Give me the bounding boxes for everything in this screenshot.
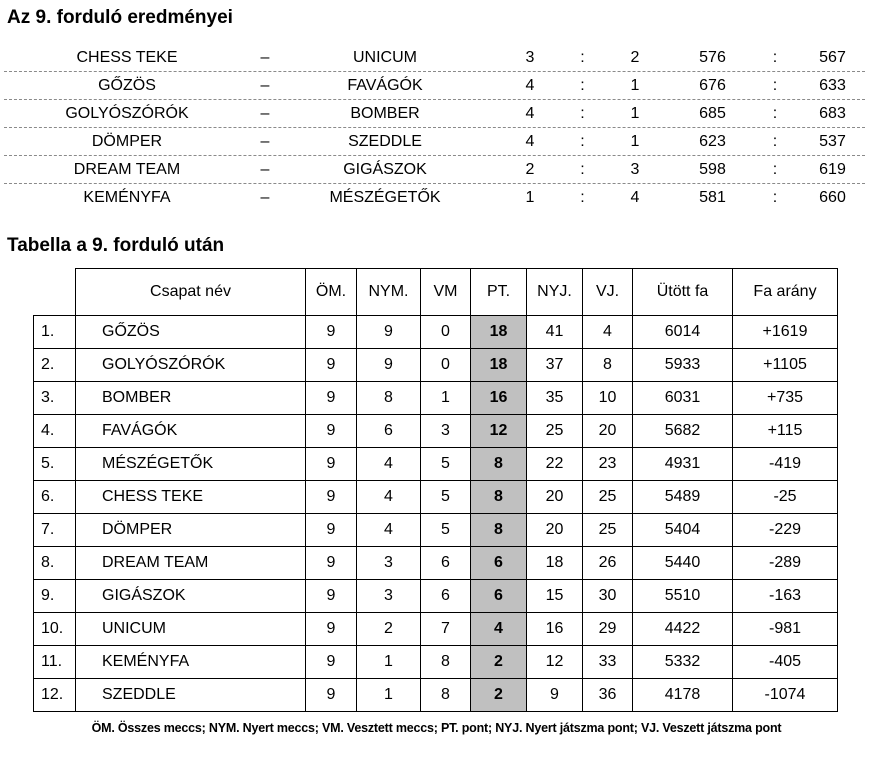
- nyj-cell: 9: [527, 679, 583, 712]
- vm-cell: 8: [421, 646, 471, 679]
- set-score-colon: :: [580, 189, 585, 206]
- away-set-points: 2: [630, 48, 640, 66]
- home-pinfall: 598: [699, 160, 726, 178]
- om-cell: 9: [306, 316, 357, 349]
- nym-cell: 6: [357, 415, 421, 448]
- dash-separator: –: [260, 104, 270, 122]
- away-team-name: SZEDDLE: [348, 132, 422, 150]
- home-pinfall: 581: [699, 189, 726, 206]
- away-pinfall: 683: [819, 104, 846, 122]
- pt-cell: 2: [471, 646, 527, 679]
- nym-cell: 4: [357, 481, 421, 514]
- fa-arany-cell: -419: [733, 448, 838, 481]
- rank-cell: 1.: [34, 316, 76, 349]
- nyj-cell: 15: [527, 580, 583, 613]
- vj-cell: 25: [583, 481, 633, 514]
- home-set-points: 4: [525, 104, 535, 122]
- team-name-cell: DÖMPER: [76, 514, 306, 547]
- pt-cell: 6: [471, 547, 527, 580]
- om-cell: 9: [306, 481, 357, 514]
- away-team-name: GIGÁSZOK: [343, 160, 427, 178]
- pt-cell: 16: [471, 382, 527, 415]
- pinfall-colon: :: [772, 76, 778, 94]
- nyj-cell: 35: [527, 382, 583, 415]
- header-pt: PT.: [471, 269, 527, 316]
- vm-cell: 5: [421, 514, 471, 547]
- om-cell: 9: [306, 415, 357, 448]
- vj-cell: 10: [583, 382, 633, 415]
- table-row: [34, 613, 838, 646]
- home-team-name: DREAM TEAM: [73, 160, 181, 178]
- home-set-points: 4: [525, 76, 535, 94]
- results-title: Az 9. forduló eredményei: [7, 7, 233, 28]
- header-nyj: NYJ.: [527, 269, 583, 316]
- om-cell: 9: [306, 448, 357, 481]
- standings-table-header: [34, 269, 838, 316]
- result-row: [4, 72, 865, 100]
- nym-cell: 2: [357, 613, 421, 646]
- pinfall-colon: :: [772, 132, 778, 150]
- nym-cell: 3: [357, 580, 421, 613]
- rank-cell: 6.: [34, 481, 76, 514]
- away-pinfall: 633: [819, 76, 846, 94]
- vj-cell: 36: [583, 679, 633, 712]
- table-row: [34, 448, 838, 481]
- om-cell: 9: [306, 679, 357, 712]
- rank-cell: 12.: [34, 679, 76, 712]
- utott-fa-cell: 5933: [633, 349, 733, 382]
- results-list: [4, 44, 865, 212]
- vj-cell: 33: [583, 646, 633, 679]
- utott-fa-cell: 5440: [633, 547, 733, 580]
- away-team-name: FAVÁGÓK: [347, 76, 423, 94]
- pt-cell: 6: [471, 580, 527, 613]
- corner-blank-cell: [34, 269, 76, 316]
- vm-cell: 6: [421, 547, 471, 580]
- utott-fa-cell: 5682: [633, 415, 733, 448]
- home-set-points: 2: [525, 160, 535, 178]
- pt-cell: 8: [471, 448, 527, 481]
- table-row: [34, 646, 838, 679]
- team-name-cell: GOLYÓSZÓRÓK: [76, 349, 306, 382]
- vj-cell: 30: [583, 580, 633, 613]
- away-pinfall: 660: [819, 189, 846, 206]
- pinfall-colon: :: [772, 189, 778, 206]
- rank-cell: 9.: [34, 580, 76, 613]
- rank-cell: 5.: [34, 448, 76, 481]
- vm-cell: 1: [421, 382, 471, 415]
- table-row: [34, 514, 838, 547]
- header-om: ÖM.: [306, 269, 357, 316]
- away-pinfall: 567: [819, 48, 846, 66]
- table-row: [34, 415, 838, 448]
- result-row: [4, 128, 865, 156]
- result-row: [4, 184, 865, 212]
- header-vm: VM: [421, 269, 471, 316]
- home-team-name: KEMÉNYFA: [83, 189, 171, 206]
- om-cell: 9: [306, 382, 357, 415]
- utott-fa-cell: 5404: [633, 514, 733, 547]
- rank-cell: 4.: [34, 415, 76, 448]
- om-cell: 9: [306, 613, 357, 646]
- nyj-cell: 37: [527, 349, 583, 382]
- pinfall-colon: :: [772, 104, 778, 122]
- set-score-colon: :: [580, 48, 585, 66]
- fa-arany-cell: +115: [733, 415, 838, 448]
- utott-fa-cell: 6014: [633, 316, 733, 349]
- utott-fa-cell: 4931: [633, 448, 733, 481]
- home-pinfall: 676: [699, 76, 726, 94]
- nym-cell: 4: [357, 514, 421, 547]
- pt-cell: 18: [471, 316, 527, 349]
- fa-arany-cell: -405: [733, 646, 838, 679]
- away-team-name: UNICUM: [353, 48, 417, 66]
- team-name-cell: GŐZÖS: [76, 316, 306, 349]
- nym-cell: 9: [357, 349, 421, 382]
- rank-cell: 10.: [34, 613, 76, 646]
- home-set-points: 1: [525, 189, 535, 206]
- vj-cell: 23: [583, 448, 633, 481]
- home-pinfall: 685: [699, 104, 726, 122]
- nyj-cell: 25: [527, 415, 583, 448]
- om-cell: 9: [306, 547, 357, 580]
- vj-cell: 4: [583, 316, 633, 349]
- home-team-name: CHESS TEKE: [76, 48, 178, 66]
- nyj-cell: 20: [527, 514, 583, 547]
- vm-cell: 0: [421, 316, 471, 349]
- result-row: [4, 100, 865, 128]
- pt-cell: 12: [471, 415, 527, 448]
- header-fa-arany: Fa arány: [733, 269, 838, 316]
- standings-table: [33, 268, 838, 712]
- nyj-cell: 22: [527, 448, 583, 481]
- set-score-colon: :: [580, 76, 585, 94]
- nyj-cell: 12: [527, 646, 583, 679]
- vj-cell: 8: [583, 349, 633, 382]
- vj-cell: 25: [583, 514, 633, 547]
- nym-cell: 1: [357, 679, 421, 712]
- vj-cell: 26: [583, 547, 633, 580]
- vm-cell: 5: [421, 448, 471, 481]
- table-row: [34, 382, 838, 415]
- team-name-cell: FAVÁGÓK: [76, 415, 306, 448]
- standings-title: Tabella a 9. forduló után: [7, 235, 225, 256]
- home-pinfall: 576: [699, 48, 726, 66]
- team-name-cell: BOMBER: [76, 382, 306, 415]
- header-nym: NYM.: [357, 269, 421, 316]
- pinfall-colon: :: [772, 160, 778, 178]
- vm-cell: 0: [421, 349, 471, 382]
- rank-cell: 3.: [34, 382, 76, 415]
- away-set-points: 1: [630, 104, 640, 122]
- away-set-points: 4: [630, 189, 640, 206]
- om-cell: 9: [306, 580, 357, 613]
- utott-fa-cell: 5489: [633, 481, 733, 514]
- pt-cell: 18: [471, 349, 527, 382]
- pt-cell: 8: [471, 481, 527, 514]
- home-team-name: GOLYÓSZÓRÓK: [65, 104, 189, 122]
- away-pinfall: 619: [819, 160, 846, 178]
- header-team-name: Csapat név: [76, 269, 306, 316]
- nyj-cell: 41: [527, 316, 583, 349]
- pinfall-colon: :: [772, 48, 778, 66]
- team-name-cell: KEMÉNYFA: [76, 646, 306, 679]
- fa-arany-cell: +735: [733, 382, 838, 415]
- nym-cell: 4: [357, 448, 421, 481]
- om-cell: 9: [306, 514, 357, 547]
- vj-cell: 20: [583, 415, 633, 448]
- dash-separator: –: [260, 132, 270, 150]
- set-score-colon: :: [580, 104, 585, 122]
- table-row: [34, 547, 838, 580]
- vm-cell: 5: [421, 481, 471, 514]
- header-vj: VJ.: [583, 269, 633, 316]
- result-row: [4, 156, 865, 184]
- fa-arany-cell: -163: [733, 580, 838, 613]
- fa-arany-cell: -229: [733, 514, 838, 547]
- fa-arany-cell: +1619: [733, 316, 838, 349]
- home-team-name: GŐZÖS: [98, 76, 156, 94]
- home-set-points: 4: [525, 132, 535, 150]
- set-score-colon: :: [580, 132, 585, 150]
- nyj-cell: 16: [527, 613, 583, 646]
- rank-cell: 2.: [34, 349, 76, 382]
- dash-separator: –: [260, 160, 270, 178]
- nym-cell: 9: [357, 316, 421, 349]
- utott-fa-cell: 6031: [633, 382, 733, 415]
- utott-fa-cell: 4178: [633, 679, 733, 712]
- nym-cell: 8: [357, 382, 421, 415]
- nyj-cell: 20: [527, 481, 583, 514]
- team-name-cell: GIGÁSZOK: [76, 580, 306, 613]
- utott-fa-cell: 5510: [633, 580, 733, 613]
- away-team-name: MÉSZÉGETŐK: [329, 189, 441, 206]
- result-row: [4, 44, 865, 72]
- rank-cell: 11.: [34, 646, 76, 679]
- table-row: [34, 316, 838, 349]
- away-set-points: 1: [630, 132, 640, 150]
- fa-arany-cell: +1105: [733, 349, 838, 382]
- utott-fa-cell: 4422: [633, 613, 733, 646]
- fa-arany-cell: -1074: [733, 679, 838, 712]
- rank-cell: 7.: [34, 514, 76, 547]
- vm-cell: 7: [421, 613, 471, 646]
- table-row: [34, 481, 838, 514]
- away-set-points: 3: [630, 160, 640, 178]
- vm-cell: 6: [421, 580, 471, 613]
- utott-fa-cell: 5332: [633, 646, 733, 679]
- team-name-cell: DREAM TEAM: [76, 547, 306, 580]
- nyj-cell: 18: [527, 547, 583, 580]
- table-row: [34, 679, 838, 712]
- team-name-cell: CHESS TEKE: [76, 481, 306, 514]
- home-team-name: DÖMPER: [91, 132, 163, 150]
- away-set-points: 1: [630, 76, 640, 94]
- dash-separator: –: [260, 48, 270, 66]
- pt-cell: 8: [471, 514, 527, 547]
- table-row: [34, 580, 838, 613]
- team-name-cell: SZEDDLE: [76, 679, 306, 712]
- set-score-colon: :: [580, 160, 585, 178]
- away-team-name: BOMBER: [350, 104, 420, 122]
- home-pinfall: 623: [699, 132, 726, 150]
- vm-cell: 3: [421, 415, 471, 448]
- pt-cell: 2: [471, 679, 527, 712]
- team-name-cell: MÉSZÉGETŐK: [76, 448, 306, 481]
- om-cell: 9: [306, 646, 357, 679]
- header-utott-fa: Ütött fa: [633, 269, 733, 316]
- standings-table-body: [34, 316, 838, 712]
- home-set-points: 3: [525, 48, 535, 66]
- rank-cell: 8.: [34, 547, 76, 580]
- table-row: [34, 349, 838, 382]
- away-pinfall: 537: [819, 132, 846, 150]
- fa-arany-cell: -289: [733, 547, 838, 580]
- fa-arany-cell: -25: [733, 481, 838, 514]
- team-name-cell: UNICUM: [76, 613, 306, 646]
- dash-separator: –: [260, 189, 270, 206]
- abbreviations-footnote: ÖM. Összes meccs; NYM. Nyert meccs; VM. Vesztett meccs; PT. pont; NYJ. Nyert játszma pont; VJ. Veszett játszma pont: [91, 721, 782, 735]
- header-row: [34, 269, 838, 316]
- nym-cell: 1: [357, 646, 421, 679]
- dash-separator: –: [260, 76, 270, 94]
- pt-cell: 4: [471, 613, 527, 646]
- vj-cell: 29: [583, 613, 633, 646]
- nym-cell: 3: [357, 547, 421, 580]
- vm-cell: 8: [421, 679, 471, 712]
- fa-arany-cell: -981: [733, 613, 838, 646]
- om-cell: 9: [306, 349, 357, 382]
